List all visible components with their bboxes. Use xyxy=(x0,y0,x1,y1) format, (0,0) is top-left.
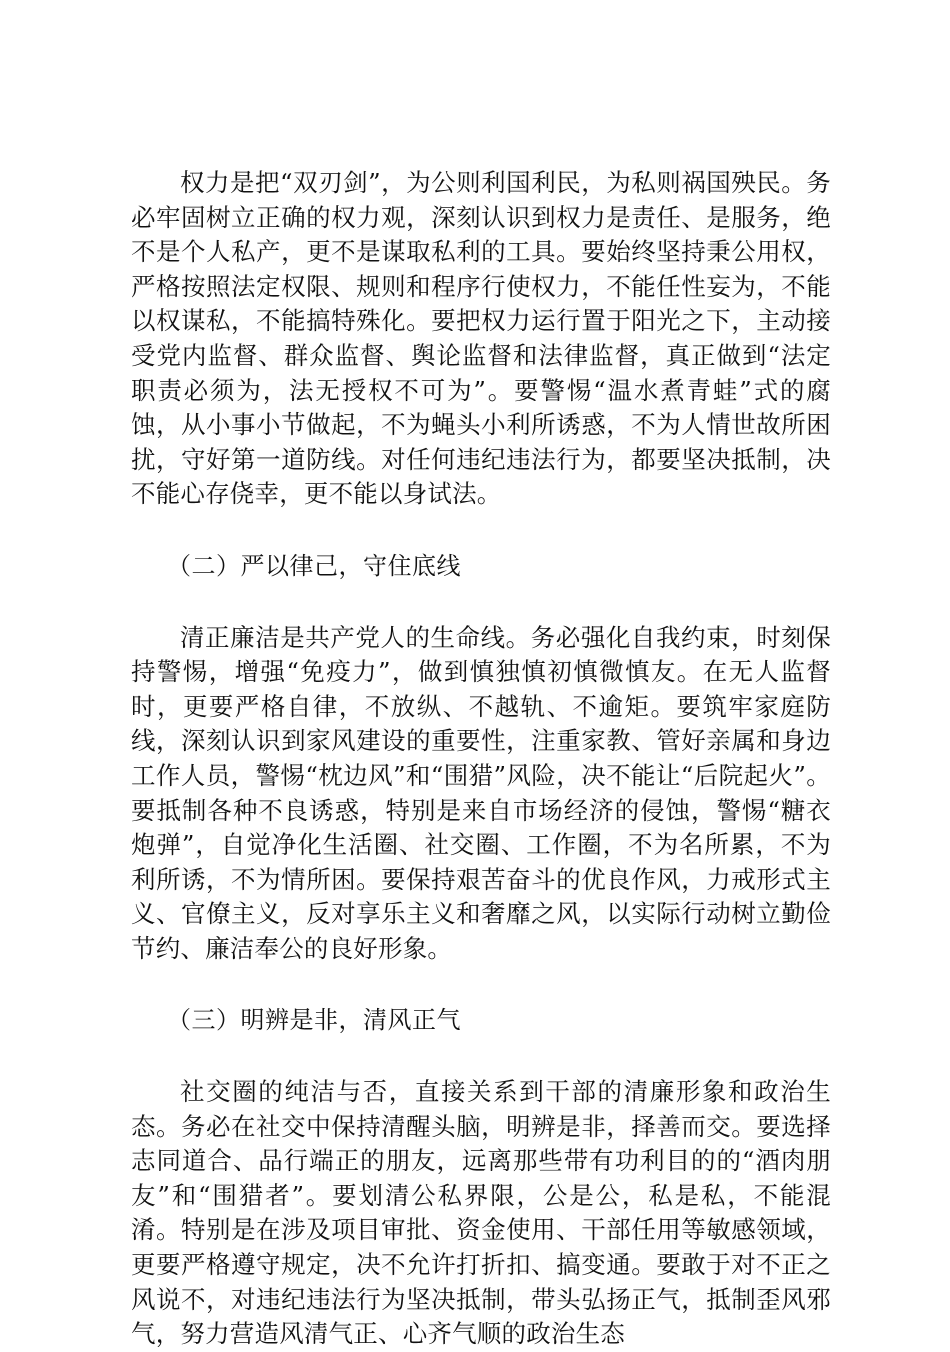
section-heading-2: （二）严以律己，守住底线 xyxy=(167,551,461,580)
paragraph-power-view: 权力是把“双刃剑”，为公则利国利民，为私则祸国殃民。务必牢固树立正确的权力观，深刻认识到权力是责任、是服务，绝不是个人私产，更不是谋取私利的工具。要始终坚持秉公用权，严格按照法定权限、规则和程序行使权力，不能任性妄为，不能以权谋私，不能搞特殊化。要把权力运行置于阳光之下，主动接受党内监督、群众监督、舆论监督和法律监督，真正做到“法定职责必须为，法无授权不可为”。要警惕“温水煮青蛙”式的腐蚀，从小事小节做起，不为蝇头小利所诱惑，不为人情世故所困扰，守好第一道防线。对任何违纪违法行为，都要坚决抵制，决不能心存侥幸，更不能以身试法。 xyxy=(131,168,831,509)
document-page xyxy=(131,166,831,1352)
paragraph-self-discipline: 清正廉洁是共产党人的生命线。务必强化自我约束，时刻保持警惕，增强“免疫力”，做到慎独慎初慎微慎友。在无人监督时，更要严格自律，不放纵、不越轨、不逾矩。要筑牢家庭防线，深刻认识到家风建设的重要性，注重家教、管好亲属和身边工作人员，警惕“枕边风”和“围猎”风险，决不能让“后院起火”。要抵制各种不良诱惑，特别是来自市场经济的侵蚀，警惕“糖衣炮弹”，自觉净化生活圈、社交圈、工作圈，不为名所累，不为利所诱，不为情所困。要保持艰苦奋斗的优良作风，力戒形式主义、官僚主义，反对享乐主义和奢靡之风，以实际行动树立勤俭节约、廉洁奉公的良好形象。 xyxy=(131,622,831,963)
paragraph-social-circle: 社交圈的纯洁与否，直接关系到干部的清廉形象和政治生态。务必在社交中保持清醒头脑，明辨是非，择善而交。要选择志同道合、品行端正的朋友，远离那些带有功利目的的“酒肉朋友”和“围猎者”。要划清公私界限，公是公，私是私，不能混淆。特别是在涉及项目审批、资金使用、干部任用等敏感领域，更要严格遵守规定，决不允许打折扣、搞变通。要敢于对不正之风说不，对违纪违法行为坚决抵制，带头弘扬正气，抵制歪风邪气，努力营造风清气正、心齐气顺的政治生态 xyxy=(131,1077,831,1349)
section-heading-3: （三）明辨是非，清风正气 xyxy=(167,1006,461,1035)
